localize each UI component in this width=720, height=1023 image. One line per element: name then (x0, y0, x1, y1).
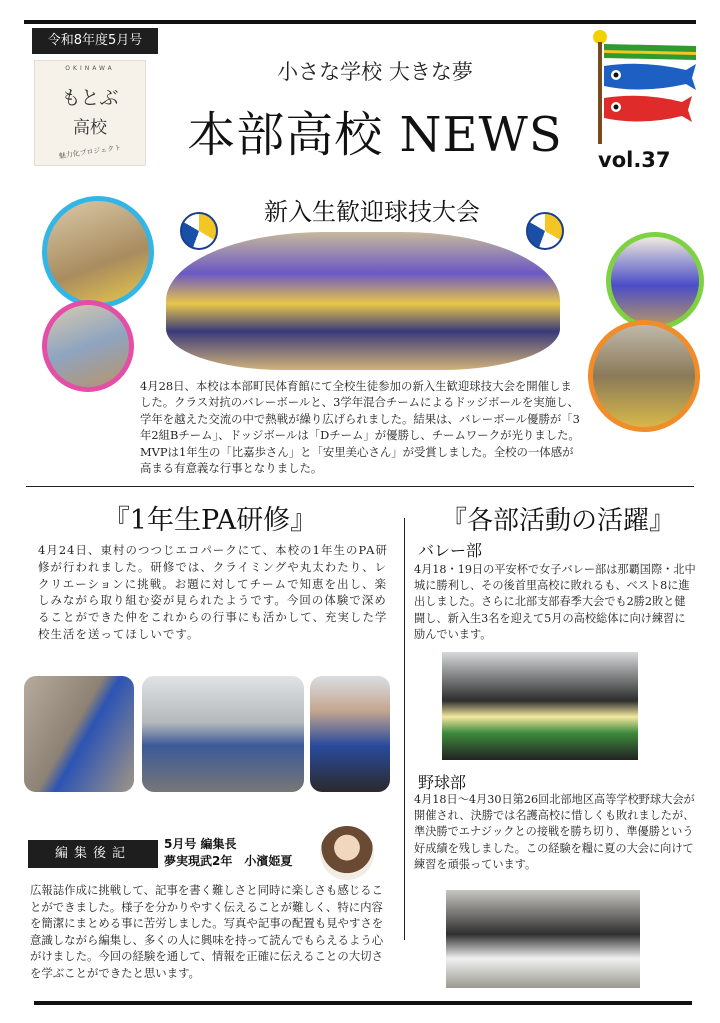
photo-circle-team (606, 232, 704, 330)
newsletter-title: 本部高校 NEWS (187, 107, 563, 163)
editor-role: 5月号 編集長 (164, 837, 237, 851)
baseball-club-name: 野球部 (418, 773, 467, 792)
photo-circle-volleyball (42, 196, 154, 308)
volleyball-team-photo (442, 652, 638, 760)
editor-name: 夢実現武2年 小濱姫夏 (164, 854, 293, 868)
school-logo (34, 60, 146, 166)
pa-training-body: 4月24日、東村のつつじエコパークにて、本校の1年生のPA研修が行われました。研修では、クライミングや丸太わたり、レクリエーションに挑戦。お題に対してチームで知恵を出し、楽しみながら取り組む姿が見られたようです。今回の体験で深めることができた仲をこれからの行事にも活かして、充実した学校生活を送ってほしいです。 (38, 543, 388, 641)
sports-day-title: 新入生歓迎球技大会 (264, 198, 480, 226)
koinobori-icon (592, 28, 702, 146)
pole-ball (593, 30, 607, 44)
section-divider (26, 486, 694, 487)
recreation-photo (142, 676, 304, 792)
volleyball-icon (526, 212, 564, 250)
rope-course-photo (310, 676, 390, 792)
logo-region: OKINAWA (65, 65, 115, 72)
editor-note-body: 広報誌作成に挑戦して、記事を書く難しさと同時に楽しさも感じることができました。様子を分かりやすく伝えることが難しく、特に内容を簡潔にまとめる事に苦労しました。写真や記事の配置も見やすさを意識しながら編集し、多くの人に興味を持って読んでもらえるよう心がけました。今回の経験を通して、情報を正確に伝えることの大切さを学ぶことができたと思います。 (30, 883, 384, 980)
editor-avatar (320, 826, 374, 880)
photo-circle-student (42, 300, 134, 392)
issue-badge: 令和8年度5月号 (32, 28, 158, 54)
volleyball-club-body: 4月18・19日の平安杯で女子バレー部は那覇国際・北中城に勝利し、その後首里高校に敗れるも、ベスト8に進出しました。さらに北部支部春季大会でも2勝2敗と健闘し、新入生3名を迎えて5月の高校総体に向け練習に励んでいます。 (414, 563, 696, 641)
newsletter-subtitle: 小さな学校 大きな夢 (277, 60, 473, 84)
photo-circle-gym (588, 320, 700, 432)
baseball-team-photo (446, 890, 640, 988)
pole (598, 42, 602, 144)
group-photo (166, 232, 560, 370)
logo-project: 魅力化プロジェクト (58, 143, 122, 161)
sports-day-body: 4月28日、本校は本部町民体育館にて全校生徒参加の新入生歓迎球技大会を開催しました。クラス対抗のバレーボールと、3学年混合チームによるドッジボールを実施し、学年を越えた交流の中で熱戦が繰り広げられました。結果は、バレーボール優勝が「3年2組Bチーム」、ドッジボールは「Dチーム」が優勝し、チームワークが光りました。MVPは1年生の「比嘉歩さん」と「安里美心さん」が受賞しました。全校の一体感が高まる有意義な行事となりました。 (140, 379, 580, 476)
logo-school: 高校 (73, 118, 107, 138)
volleyball-club-name: バレー部 (418, 541, 483, 560)
clubs-title: 『各部活動の活躍』 (440, 506, 675, 536)
volume-number: vol.37 (598, 148, 671, 172)
baseball-club-body: 4月18日～4月30日第26回北部地区高等学校野球大会が開催され、決勝では名護高校に惜しくも敗れましたが、準決勝でエナジックとの接戦を勝ち切り、準優勝という好成績を残しました。この経験を糧に夏の大会に向けて練習を頑張っています。 (414, 793, 695, 871)
pa-training-title: 『1年生PA研修』 (102, 505, 318, 536)
logo-name: もとぶ (61, 87, 119, 109)
column-divider (404, 518, 405, 940)
editor-note-badge: 編集後記 (28, 840, 158, 868)
climbing-photo (24, 676, 134, 792)
bottom-rule (34, 1001, 692, 1005)
top-rule (24, 20, 696, 24)
volleyball-icon (180, 212, 218, 250)
editor-credit (164, 836, 292, 870)
